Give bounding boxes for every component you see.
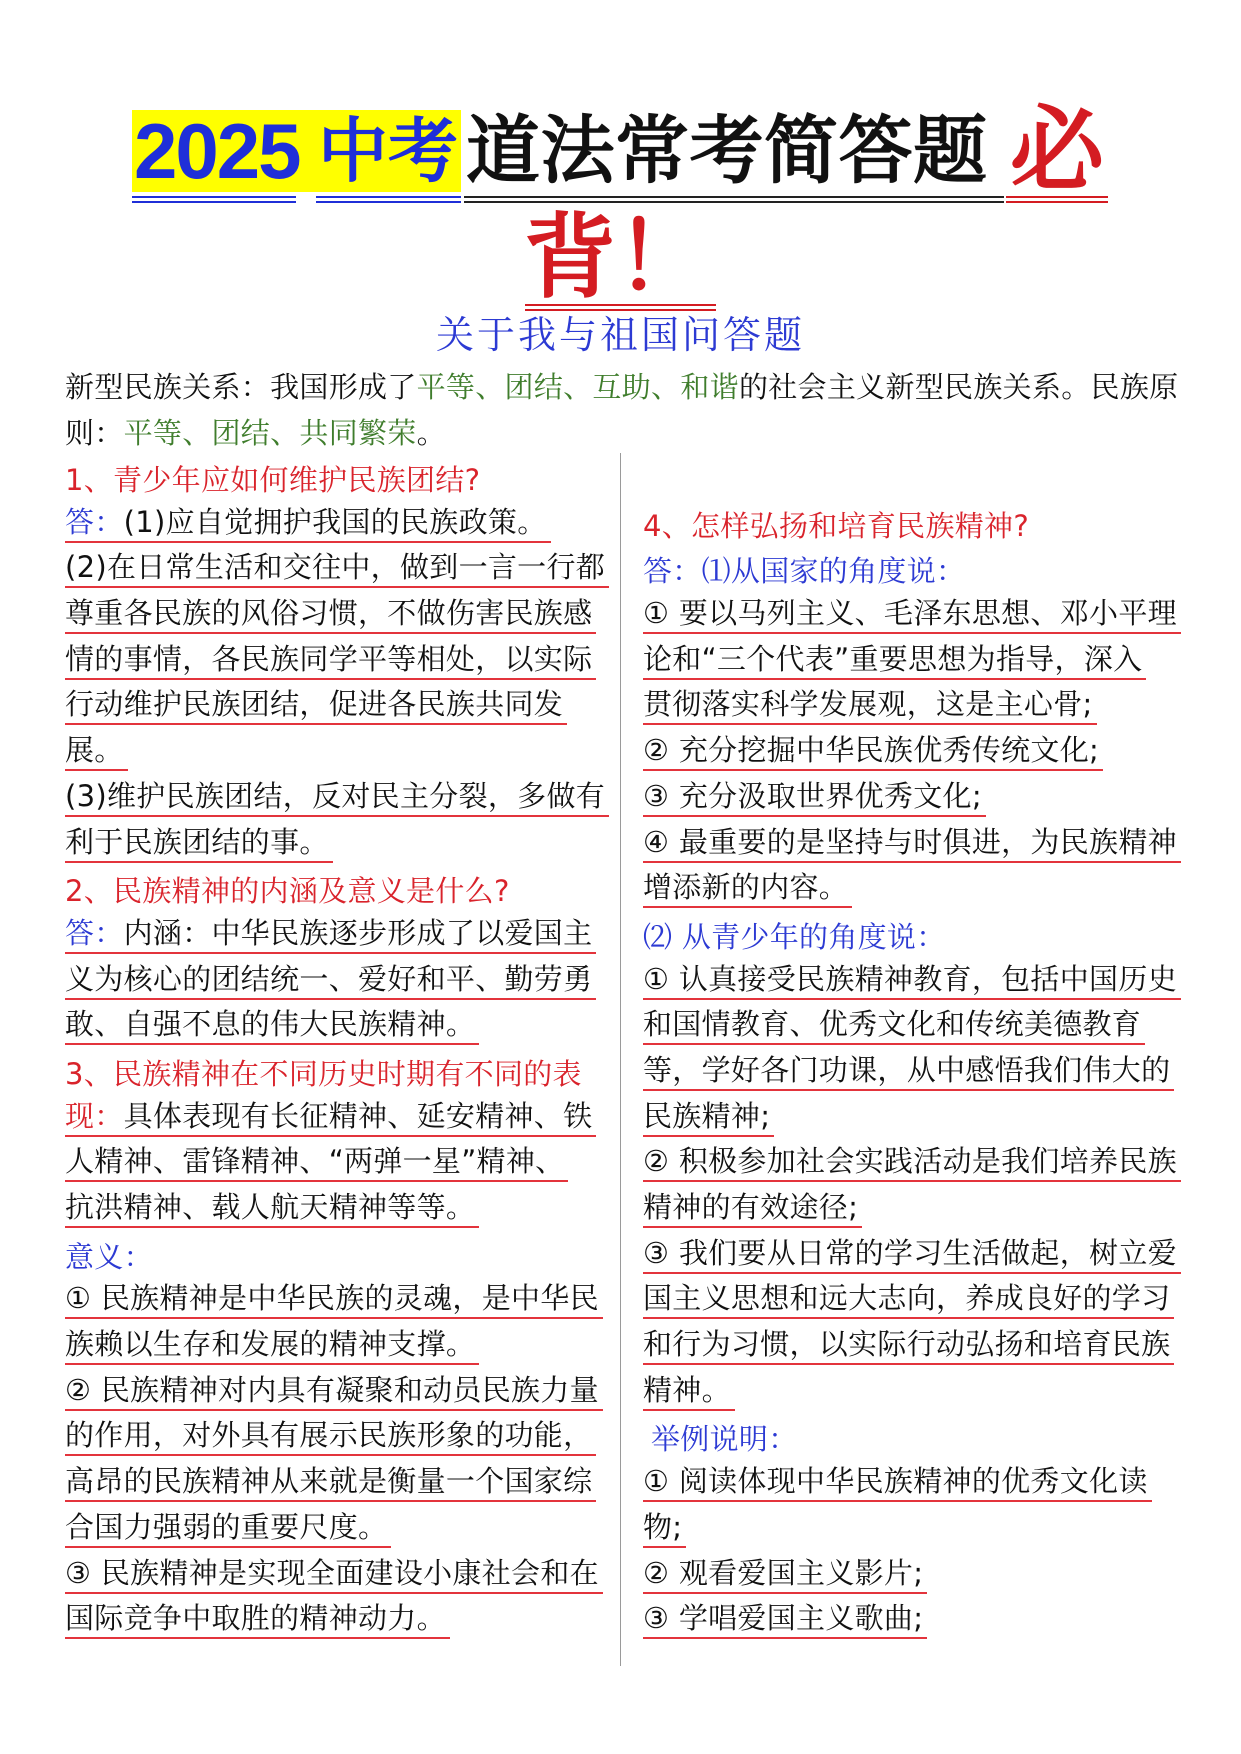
answer-text: (3)维护民族团结，反对民主分裂，多做有 <box>65 780 609 817</box>
answer-line <box>65 776 610 822</box>
answer-line <box>65 501 610 547</box>
title-underline-recite <box>525 304 716 311</box>
question-text: 3、民族精神在不同历史时期有不同的表 <box>65 1056 582 1091</box>
national-heading <box>643 547 1228 593</box>
answer-text: 国际竞争中取胜的精神动力。 <box>65 1602 450 1639</box>
answer-text: 展。 <box>65 734 128 771</box>
page-subtitle: 关于我与祖国问答题 <box>435 313 805 357</box>
title-underline-subject <box>464 196 1004 203</box>
answer-line <box>65 1598 610 1644</box>
question-text: 2、民族精神的内涵及意义是什么? <box>65 874 510 909</box>
right-column <box>643 501 1228 1643</box>
answer-text: 情的事情，各民族同学平等相处，以实际 <box>65 643 596 680</box>
underlined-text <box>65 1100 596 1137</box>
answer-text: 等，学好各门功课，从中感悟我们伟大的 <box>643 1054 1174 1091</box>
answer-line <box>65 1461 610 1507</box>
answer-text: 利于民族团结的事。 <box>65 826 333 863</box>
intro-highlight-a: 平等、团结、互助、和谐 <box>416 370 739 405</box>
answer-text: ① 民族精神是中华民族的灵魂，是中华民 <box>65 1282 603 1319</box>
answer-text: (2)在日常生活和交往中，做到一言一行都 <box>65 551 609 588</box>
answer-text: 尊重各民族的风俗习惯，不做伤害民族感 <box>65 597 596 634</box>
answer-line <box>643 1324 1228 1370</box>
question-text-end: 现： <box>65 1098 124 1133</box>
answer-line <box>65 1507 610 1553</box>
answer-label: 答： <box>65 504 124 539</box>
title-year: 2025 <box>134 107 300 195</box>
answer-label: 答： <box>643 554 702 589</box>
answer-text: ② 充分挖掘中华民族优秀传统文化; <box>643 734 1103 771</box>
answer-text: 敢、自强不息的伟大民族精神。 <box>65 1008 479 1045</box>
answer-text: 内涵：中华民族逐步形成了以爱国主 <box>123 915 593 950</box>
answer-text: 合国力强弱的重要尺度。 <box>65 1511 391 1548</box>
answer-line <box>65 1415 610 1461</box>
answer-text: 抗洪精神、载人航天精神等等。 <box>65 1191 479 1228</box>
answer-text: ① 认真接受民族精神教育，包括中国历史 <box>643 963 1181 1000</box>
answer-line <box>643 821 1228 867</box>
title-must: 必 <box>1010 96 1105 205</box>
answer-line <box>643 638 1228 684</box>
column-divider <box>620 453 621 1666</box>
title-subject: 道法常考简答题 <box>466 108 988 194</box>
answer-line <box>65 958 610 1004</box>
answer-line <box>65 638 610 684</box>
question-2 <box>65 867 610 913</box>
answer-line <box>643 1141 1228 1187</box>
answer-line <box>643 730 1228 776</box>
title-exam: 中考 <box>318 110 458 192</box>
question-4 <box>643 501 1228 547</box>
answer-line <box>65 1324 610 1370</box>
answer-line <box>65 730 610 776</box>
answer-line <box>643 1095 1228 1141</box>
intro-highlight-b: 平等、团结、共同繁荣 <box>123 416 417 451</box>
answer-text: ③ 我们要从日常的学习生活做起，树立爱 <box>643 1237 1181 1274</box>
answer-text: 增添新的内容。 <box>643 871 852 908</box>
answer-line <box>643 1507 1228 1553</box>
title-underline-exam <box>316 196 461 203</box>
youth-heading <box>643 913 1228 959</box>
answer-text: 的作用，对外具有展示民族形象的功能， <box>65 1419 596 1456</box>
answer-text: ② 积极参加社会实践活动是我们培养民族 <box>643 1145 1181 1182</box>
answer-text: ② 观看爱国主义影片; <box>643 1557 927 1594</box>
title-recite: 背 <box>524 204 617 311</box>
answer-line <box>643 1552 1228 1598</box>
answer-line <box>643 1232 1228 1278</box>
title-underline-year <box>132 196 296 203</box>
answer-line <box>643 684 1228 730</box>
answer-text: 物; <box>643 1511 686 1548</box>
answer-line <box>65 913 610 959</box>
question-text: 4、怎样弘扬和培育民族精神? <box>643 508 1030 543</box>
answer-line <box>643 1187 1228 1233</box>
answer-text: ③ 充分汲取世界优秀文化; <box>643 780 986 817</box>
answer-line <box>643 776 1228 822</box>
intro-text-b-line1: 的社会主义新型民族关系。民族原 <box>738 370 1179 405</box>
answer-text: 精神的有效途径; <box>643 1191 862 1228</box>
title-underline-must <box>1006 196 1108 203</box>
answer-text: 族赖以生存和发展的精神支撑。 <box>65 1328 479 1365</box>
answer-text: 和国情教育、优秀文化和传统美德教育 <box>643 1008 1145 1045</box>
answer-line <box>65 821 610 867</box>
answer-text: ② 民族精神对内具有凝聚和动员民族力量 <box>65 1374 603 1411</box>
answer-line <box>65 1187 610 1233</box>
answer-line <box>65 593 610 639</box>
intro-line-1 <box>65 363 1215 409</box>
answer-text: 行动维护民族团结，促进各民族共同发 <box>65 688 567 725</box>
underlined-text <box>65 917 596 954</box>
answer-text: 义为核心的团结统一、爱好和平、勤劳勇 <box>65 963 596 1000</box>
intro-label: 新型民族关系： <box>65 370 271 405</box>
answer-line <box>65 684 610 730</box>
answer-label: 答： <box>65 915 124 950</box>
answer-text: ① 阅读体现中华民族精神的优秀文化读 <box>643 1465 1152 1502</box>
answer-text: 民族精神; <box>643 1100 774 1137</box>
answer-line <box>643 1278 1228 1324</box>
answer-line <box>643 958 1228 1004</box>
section-heading: 举例说明： <box>651 1422 798 1457</box>
answer-text: 人精神、雷锋精神、“两弹一星”精神、 <box>65 1145 568 1182</box>
question-1 <box>65 456 610 502</box>
answer-text: (1)应自觉拥护我国的民族政策。 <box>123 504 547 539</box>
answer-text: ③ 学唱爱国主义歌曲; <box>643 1602 927 1639</box>
answer-line <box>65 1369 610 1415</box>
intro-paragraph <box>65 363 1215 454</box>
question-text: 1、青少年应如何维护民族团结? <box>65 463 481 498</box>
answer-text: ① 要以马列主义、毛泽东思想、邓小平理 <box>643 597 1181 634</box>
answer-line <box>65 1095 610 1141</box>
answer-text: 高昂的民族精神从来就是衡量一个国家综 <box>65 1465 596 1502</box>
answer-text: 贯彻落实科学发展观，这是主心骨; <box>643 688 1097 725</box>
answer-line <box>65 1552 610 1598</box>
answer-text: ③ 民族精神是实现全面建设小康社会和在 <box>65 1557 603 1594</box>
intro-line-2 <box>65 409 1215 455</box>
examples-heading <box>643 1415 1228 1461</box>
question-3 <box>65 1050 610 1096</box>
section-heading: ⑵ 从青少年的角度说： <box>643 919 946 954</box>
intro-end: 。 <box>416 416 446 451</box>
intro-text-b-line2: 则： <box>65 416 124 451</box>
title-line-2 <box>524 204 709 311</box>
answer-line <box>65 547 610 593</box>
answer-line <box>643 1050 1228 1096</box>
answer-line <box>643 867 1228 913</box>
answer-text: 具体表现有长征精神、延安精神、铁 <box>123 1098 593 1133</box>
answer-text: 精神。 <box>643 1374 735 1411</box>
left-column <box>65 456 610 1644</box>
answer-line <box>65 1141 610 1187</box>
answer-line <box>65 1004 610 1050</box>
answer-line <box>65 1278 610 1324</box>
section-heading: ⑴从国家的角度说： <box>701 554 966 589</box>
answer-text: ④ 最重要的是坚持与时俱进，为民族精神 <box>643 826 1181 863</box>
answer-text: 论和“三个代表”重要思想为指导，深入 <box>643 643 1146 680</box>
title-exclaim: ！ <box>616 204 709 311</box>
answer-line <box>643 1598 1228 1644</box>
answer-line <box>643 1004 1228 1050</box>
intro-text-a: 我国形成了 <box>270 370 417 405</box>
answer-text: 国主义思想和远大志向，养成良好的学习 <box>643 1282 1174 1319</box>
answer-line <box>643 1461 1228 1507</box>
answer-line <box>643 593 1228 639</box>
answer-line <box>643 1369 1228 1415</box>
answer-text: 和行为习惯，以实际行动弘扬和培育民族 <box>643 1328 1174 1365</box>
meaning-label: 意义： <box>65 1239 153 1274</box>
meaning-heading <box>65 1232 610 1278</box>
underlined-text <box>65 506 551 543</box>
